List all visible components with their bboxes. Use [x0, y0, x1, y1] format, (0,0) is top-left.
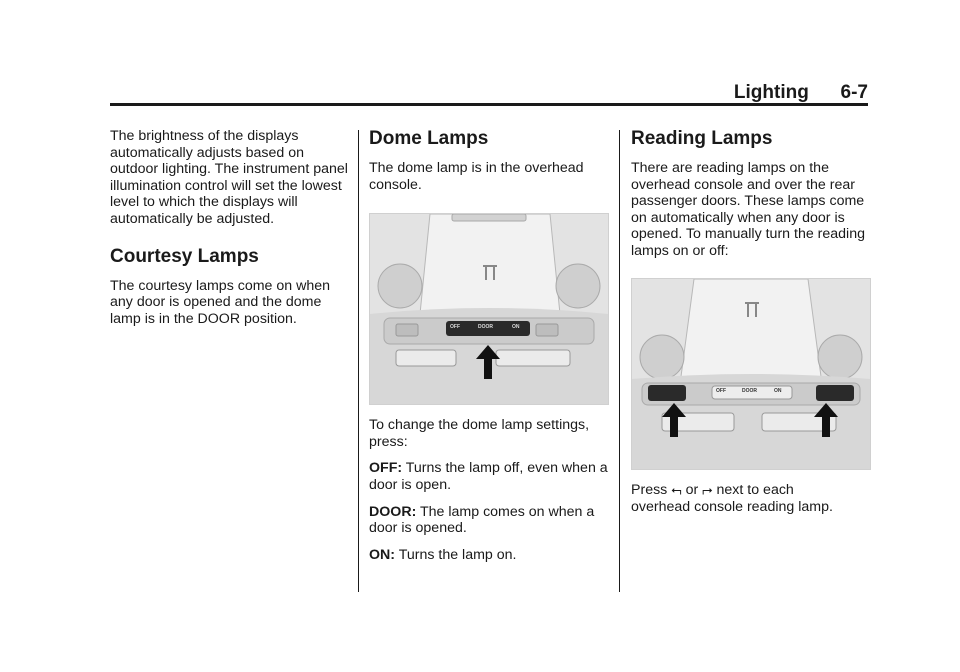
switch-label-on: ON: [774, 387, 782, 394]
setting-term: DOOR:: [369, 503, 417, 520]
switch-label-door: DOOR: [478, 324, 493, 331]
setting-desc: The lamp comes on when a door is opened.: [369, 503, 595, 537]
setting-on: [369, 547, 609, 564]
dome-lamps-intro: The dome lamp is in the overhead console.: [369, 160, 584, 193]
setting-term: OFF:: [369, 460, 403, 477]
column-divider: [358, 130, 359, 592]
dome-lamps-heading: Dome Lamps: [369, 128, 489, 149]
column-divider: [619, 130, 620, 592]
press-line2: overhead console reading lamp.: [631, 499, 833, 516]
press-suffix: next to each: [716, 481, 794, 498]
reading-lamp-right-icon: ⮣: [702, 482, 713, 498]
column-3: [631, 128, 871, 526]
reading-lamps-intro: There are reading lamps on the overhead console and over the rear passenger doors. These lamps come on automatically when any door is opened. To manually turn the reading lamps on or off:: [631, 160, 865, 259]
press-instruction: [631, 482, 871, 516]
column-1: [110, 128, 350, 337]
header-rule: [110, 103, 868, 106]
setting-term: ON:: [369, 546, 396, 563]
switch-label-off: OFF: [716, 387, 726, 394]
press-prefix: Press: [631, 481, 668, 498]
setting-desc: Turns the lamp off, even when a door is open.: [369, 460, 608, 493]
reading-lamp-figure: [631, 278, 871, 470]
reading-lamps-heading: Reading Lamps: [631, 128, 773, 149]
section-title: Lighting: [733, 82, 809, 103]
reading-lamp-left-icon: ⮢: [671, 482, 682, 498]
switch-label-door: DOOR: [742, 387, 757, 394]
dome-lamp-figure: [369, 213, 609, 405]
switch-label-on: ON: [512, 324, 520, 331]
column-2: [369, 128, 609, 573]
page-header: [734, 82, 868, 104]
switch-label-off: OFF: [450, 324, 460, 331]
courtesy-lamps-text: The courtesy lamps come on when any door is opened and the dome lamp is in the DOOR position.: [110, 277, 331, 327]
press-or: or: [685, 481, 699, 498]
setting-desc: Turns the lamp on.: [398, 546, 517, 563]
intro-paragraph: The brightness of the displays automatically adjusts based on outdoor lighting. The instrument panel illumination control will set the lowest level to which the displays will automatically be adjusted.: [110, 128, 348, 227]
setting-off: [369, 460, 609, 493]
courtesy-lamps-heading: Courtesy Lamps: [110, 245, 259, 267]
page-number: 6-7: [840, 82, 868, 103]
setting-door: [369, 504, 609, 537]
change-settings-text: To change the dome lamp settings, press:: [369, 417, 590, 450]
